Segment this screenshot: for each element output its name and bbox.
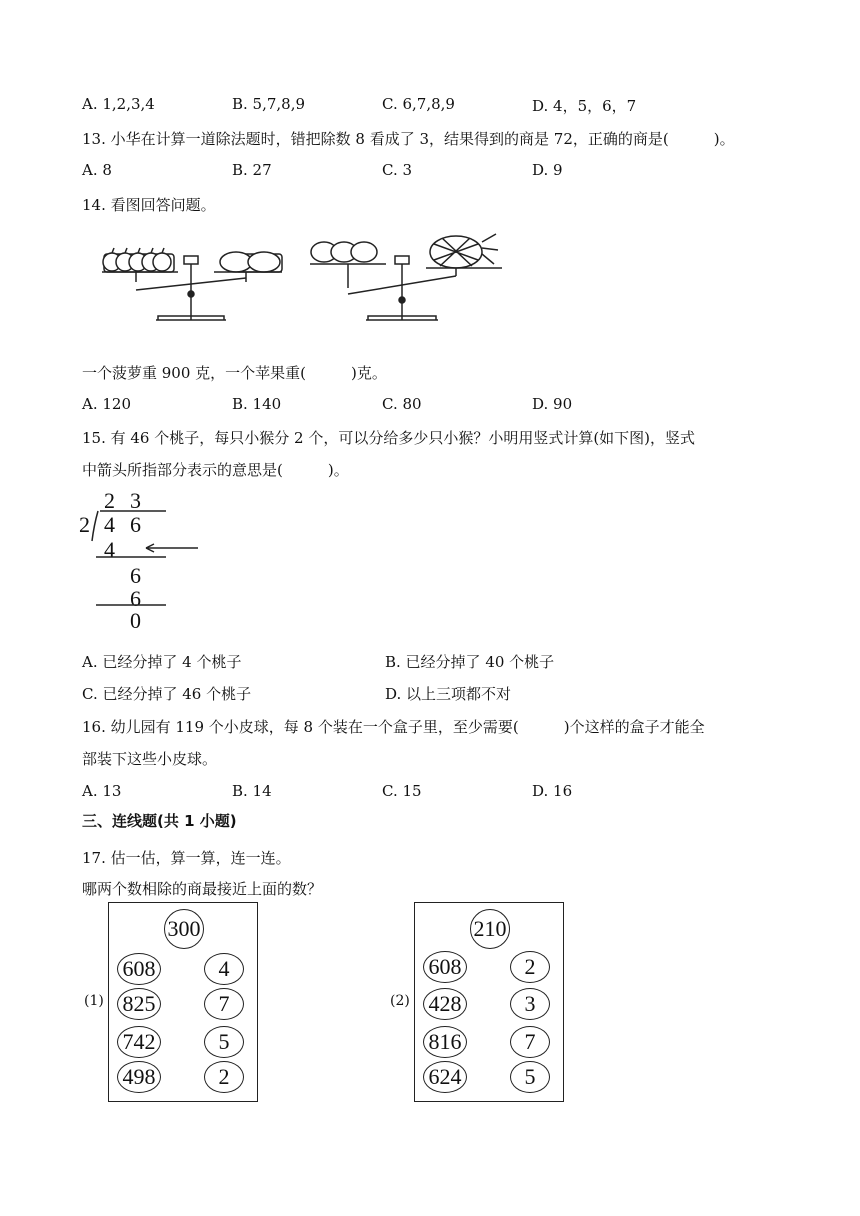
target-number: 210 xyxy=(470,909,510,949)
group1-label: (1) xyxy=(84,993,104,1009)
q16-option-b: B. 14 xyxy=(232,782,272,800)
q12-option-c: C. 6,7,8,9 xyxy=(382,95,455,113)
q15-option-b: B. 已经分掉了 40 个桃子 xyxy=(385,653,555,671)
arrow-icon xyxy=(146,544,198,552)
q14-option-d: D. 90 xyxy=(532,395,573,413)
quotient-digit-1: 2 xyxy=(104,488,115,513)
q13-text: 13. 小华在计算一道除法题时，错把除数 8 看成了 3，结果得到的商是 72，正确的商是( )。 xyxy=(82,130,735,148)
divisor-option[interactable]: 3 xyxy=(510,988,550,1020)
q17-prompt: 哪两个数相除的商最接近上面的数？ xyxy=(82,880,323,898)
q16-option-c: C. 15 xyxy=(382,782,422,800)
q14-option-c: C. 80 xyxy=(382,395,422,413)
dividend-option[interactable]: 624 xyxy=(423,1061,467,1093)
dividend-option[interactable]: 608 xyxy=(423,951,467,983)
quotient-digit-2: 3 xyxy=(130,488,141,513)
division-bracket-lines xyxy=(78,505,202,607)
target-number: 300 xyxy=(164,909,204,949)
q14-text: 一个菠萝重 900 克，一个苹果重( )克。 xyxy=(82,364,387,382)
q13-option-c: C. 3 xyxy=(382,161,413,179)
q12-option-a: A. 1,2,3,4 xyxy=(82,95,155,113)
q14-option-a: A. 120 xyxy=(82,395,131,413)
q16-option-d: D. 16 xyxy=(532,782,573,800)
remainder: 0 xyxy=(130,608,141,633)
q14-title: 14. 看图回答问题。 xyxy=(82,196,216,214)
q17-title: 17. 估一估，算一算，连一连。 xyxy=(82,849,291,867)
dividend-option[interactable]: 608 xyxy=(117,953,161,985)
divisor-option[interactable]: 2 xyxy=(510,951,550,983)
scale-apples-vs-pears xyxy=(102,248,282,320)
dividend-option[interactable]: 816 xyxy=(423,1026,467,1058)
divisor-option[interactable]: 7 xyxy=(510,1026,550,1058)
q15-option-d: D. 以上三项都不对 xyxy=(385,685,512,703)
dividend-option[interactable]: 498 xyxy=(117,1061,161,1093)
divisor-option[interactable]: 7 xyxy=(204,988,244,1020)
dividend-option[interactable]: 825 xyxy=(117,988,161,1020)
dividend-option[interactable]: 428 xyxy=(423,988,467,1020)
q13-option-a: A. 8 xyxy=(82,161,112,179)
scale-pears-vs-pineapple xyxy=(310,234,502,320)
dividend-digit-2: 6 xyxy=(130,512,141,537)
q13-option-b: B. 27 xyxy=(232,161,272,179)
section-3-heading: 三、连线题(共 1 小题) xyxy=(82,812,237,830)
q16-line2: 部装下这些小皮球。 xyxy=(82,750,218,768)
divisor-option[interactable]: 2 xyxy=(204,1061,244,1093)
match-box-2 xyxy=(414,902,564,1102)
q14-option-b: B. 140 xyxy=(232,395,282,413)
divisor-option[interactable]: 5 xyxy=(510,1061,550,1093)
divisor-option[interactable]: 5 xyxy=(204,1026,244,1058)
dividend-option[interactable]: 742 xyxy=(117,1026,161,1058)
match-box-1 xyxy=(108,902,258,1102)
divisor: 2 xyxy=(79,512,90,537)
q15-line2: 中箭头所指部分表示的意思是( )。 xyxy=(82,461,349,479)
subtraction-step-1: 4 xyxy=(104,537,115,562)
group2-label: (2) xyxy=(390,993,410,1009)
q12-option-b: B. 5,7,8,9 xyxy=(232,95,306,113)
carry-down-digit: 6 xyxy=(130,563,141,588)
subtraction-step-2: 6 xyxy=(130,586,141,611)
q12-option-d: D. 4，5，6，7 xyxy=(532,97,637,115)
balance-scales-figure xyxy=(96,232,516,332)
q15-line1: 15. 有 46 个桃子，每只小猴分 2 个，可以分给多少只小猴？小明用竖式计算(如下图)，竖式 xyxy=(82,429,696,447)
dividend-digit-1: 4 xyxy=(104,512,115,537)
q16-line1: 16. 幼儿园有 119 个小皮球，每 8 个装在一个盒子里，至少需要( )个这样的盒子才能全 xyxy=(82,718,705,736)
q15-option-a: A. 已经分掉了 4 个桃子 xyxy=(82,653,242,671)
divisor-option[interactable]: 4 xyxy=(204,953,244,985)
q15-option-c: C. 已经分掉了 46 个桃子 xyxy=(82,685,252,703)
q13-option-d: D. 9 xyxy=(532,161,563,179)
q16-option-a: A. 13 xyxy=(82,782,122,800)
